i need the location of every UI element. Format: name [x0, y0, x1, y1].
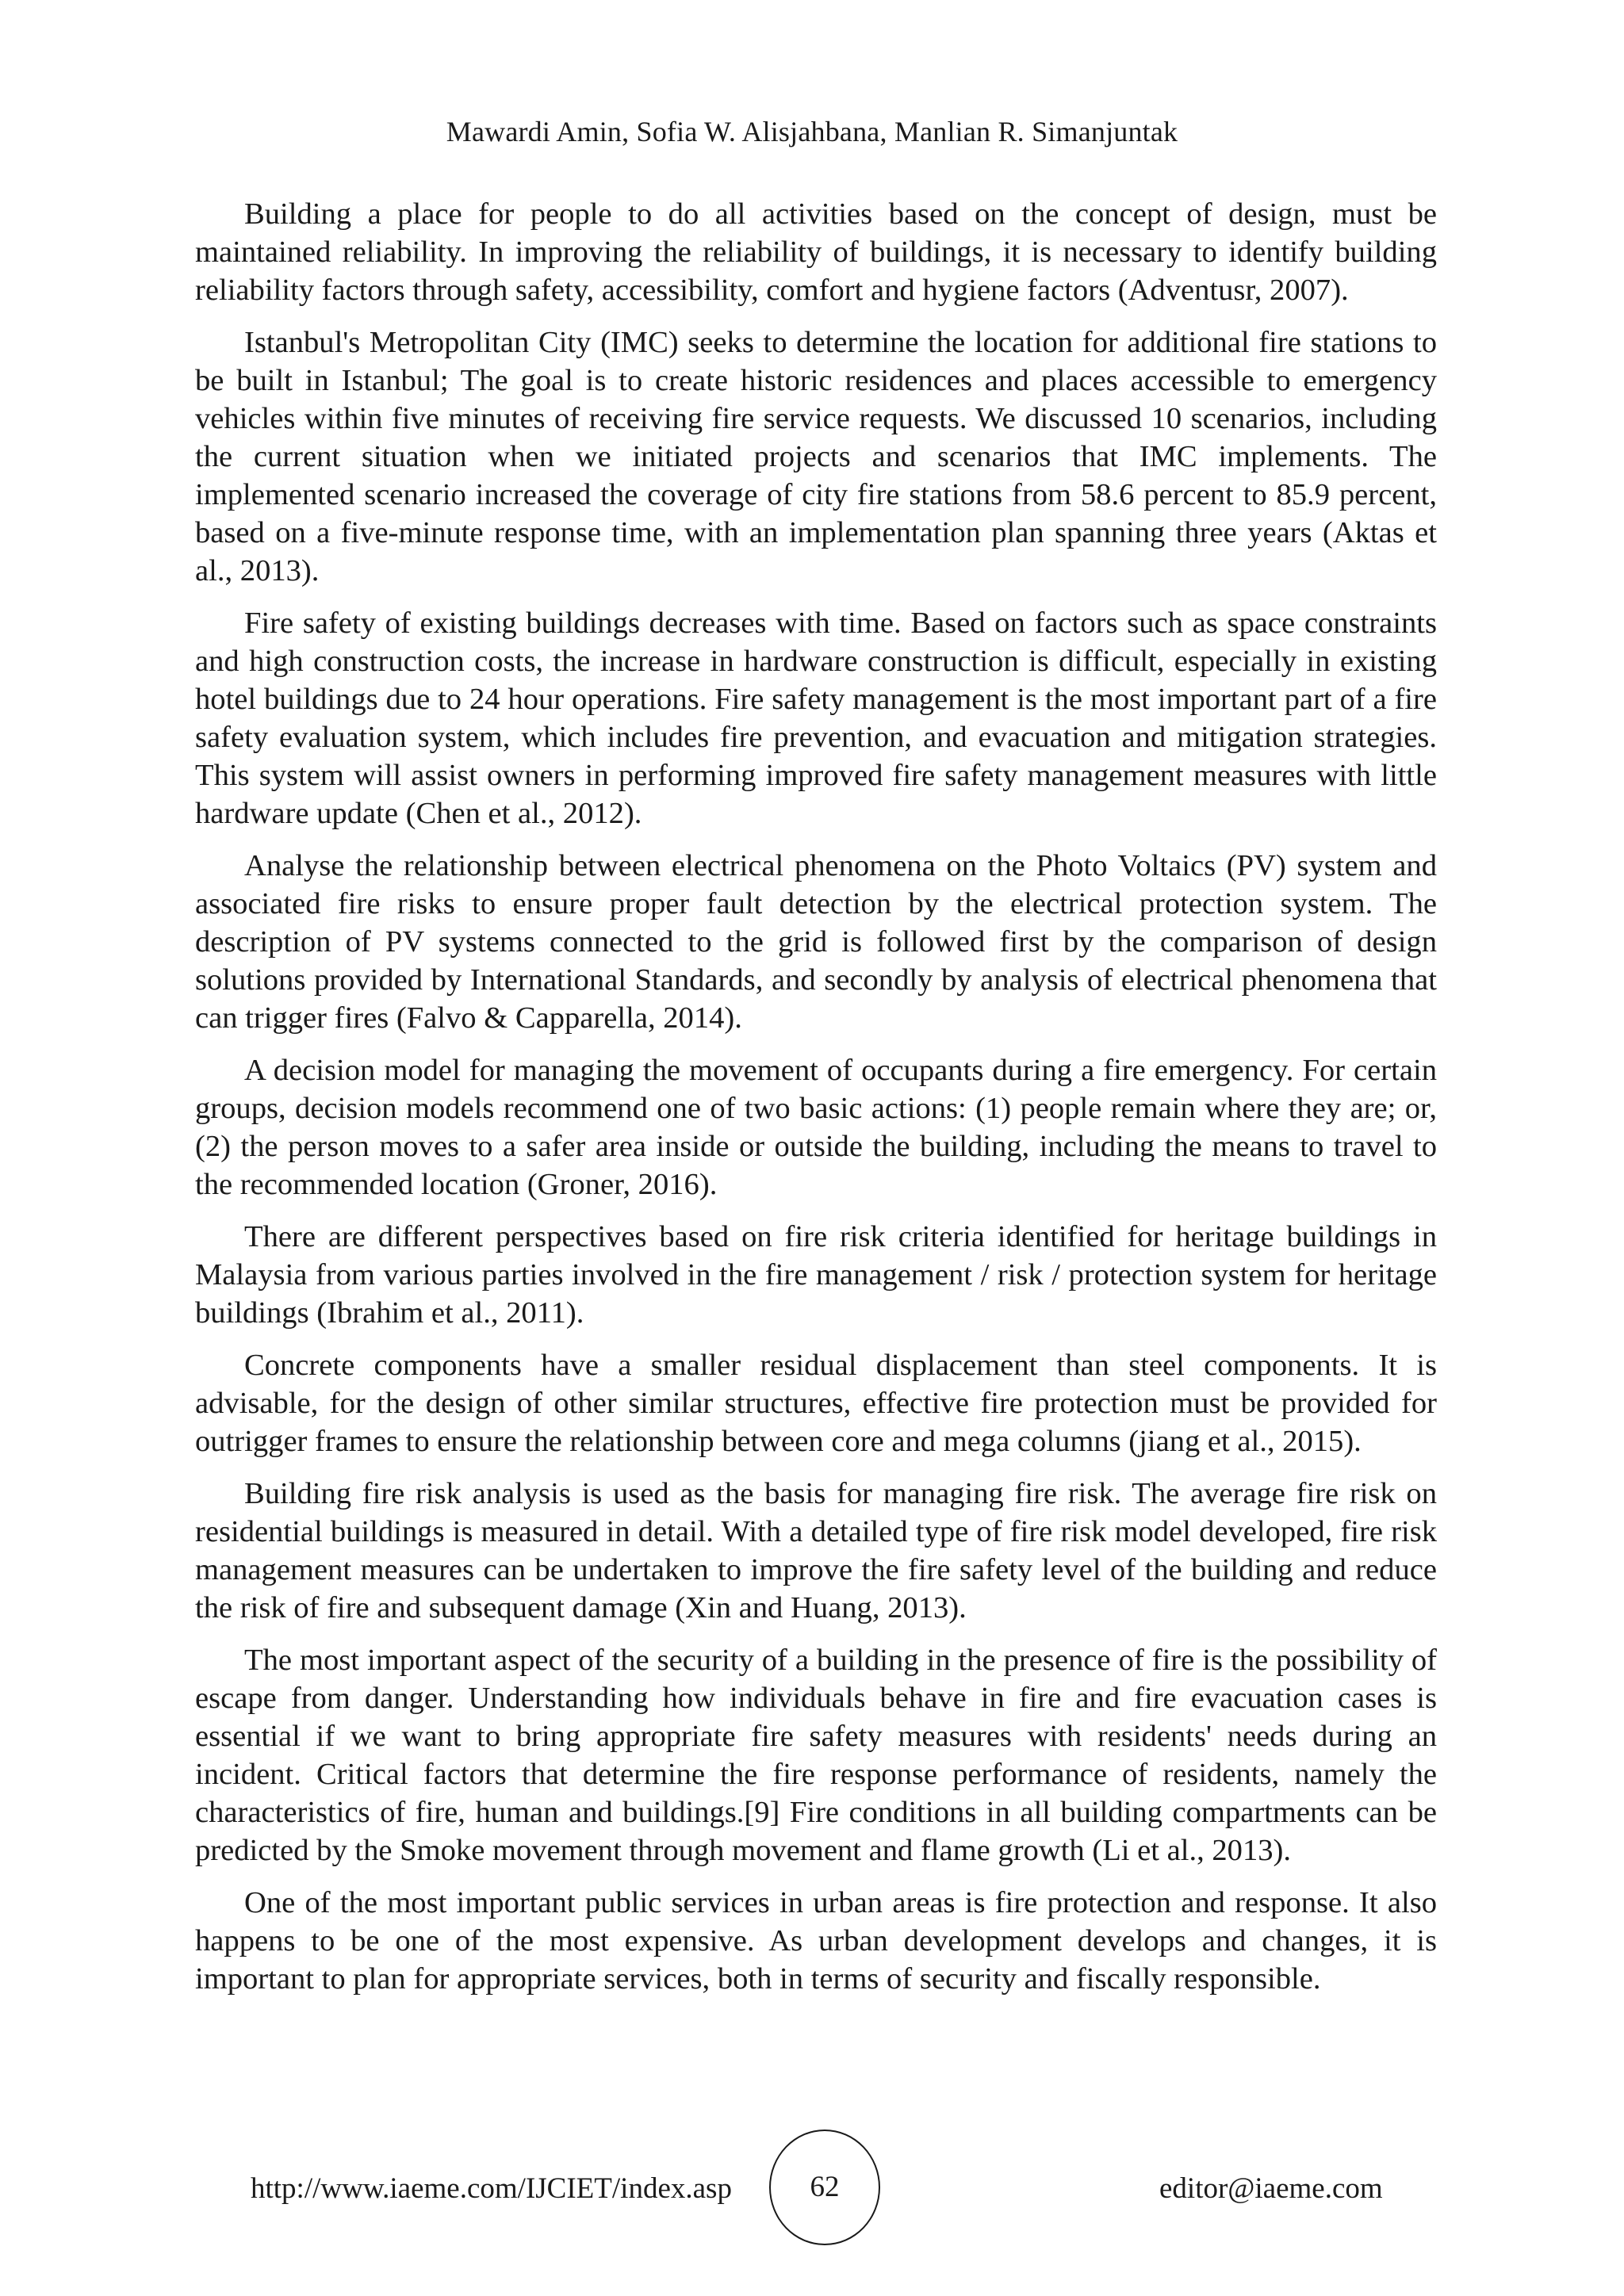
paragraph: A decision model for managing the movement of occupants during a fire emergency. For certain groups, decision models recommend one of two basic actions: (1) people remain where they are; or, (2) the person moves to a safer area inside or outside the building, including the means to travel to the recommended location (Groner, 2016). — [195, 1054, 1437, 1201]
paragraph: Building fire risk analysis is used as the basis for managing fire risk. The average fire risk on residential buildings is measured in detail. With a detailed type of fire risk model developed, fire risk management measures can be undertaken to improve the fire safety level of the building and reduce the risk of fire and subsequent damage (Xin and Huang, 2013). — [195, 1477, 1437, 1624]
paragraph: Analyse the relationship between electrical phenomena on the Photo Voltaics (PV) system and associated fire risks to ensure proper fault detection by the electrical protection system. The description of PV systems connected to the grid is followed first by the comparison of design solutions provided by International Standards, and secondly by analysis of electrical phenomena that can trigger fires (Falvo & Capparella, 2014). — [195, 849, 1437, 1035]
paragraph: Fire safety of existing buildings decreases with time. Based on factors such as space constraints and high construction costs, the increase in hardware construction is difficult, especially in existing hotel buildings due to 24 hour operations. Fire safety management is the most important part of a fire safety evaluation system, which includes fire prevention, and evacuation and mitigation strategies. This system will assist owners in performing improved fire safety management measures with little hardware update (Chen et al., 2012). — [195, 607, 1437, 830]
running-header: Mawardi Amin, Sofia W. Alisjahbana, Manlian R. Simanjuntak — [446, 116, 1178, 147]
paragraph: Building a place for people to do all activities based on the concept of design, must be maintained reliability. In improving the reliability of buildings, it is necessary to identify building reliability factors through safety, accessibility, comfort and hygiene factors (Adventusr, 2007). — [195, 197, 1437, 307]
footer-email-link[interactable]: editor@iaeme.com — [1159, 2172, 1383, 2205]
paragraph: One of the most important public services in urban areas is fire protection and response. It also happens to be one of the most expensive. As urban development develops and changes, it is important to plan for appropriate services, both in terms of security and fiscally responsible. — [195, 1886, 1437, 1996]
paragraph: Istanbul's Metropolitan City (IMC) seeks to determine the location for additional fire stations to be built in Istanbul; The goal is to create historic residences and places accessible to emergency vehicles within five minutes of receiving fire service requests. We discussed 10 scenarios, including the current situation when we initiated projects and scenarios that IMC implements. The implemented scenario increased the coverage of city fire stations from 58.6 percent to 85.9 percent, based on a five-minute response time, with an implementation plan spanning three years (Aktas et al., 2013). — [195, 326, 1437, 587]
paragraph: There are different perspectives based on fire risk criteria identified for heritage buildings in Malaysia from various parties involved in the fire management / risk / protection system for heritage buildings (Ibrahim et al., 2011). — [195, 1220, 1437, 1330]
footer-url-link[interactable]: http://www.iaeme.com/IJCIET/index.asp — [251, 2172, 732, 2205]
page-number: 62 — [810, 2171, 840, 2203]
page-number-circle — [769, 2130, 880, 2245]
body-text — [195, 195, 1437, 2012]
paragraph: The most important aspect of the security of a building in the presence of fire is the possibility of escape from danger. Understanding how individuals behave in fire and fire evacuation cases is essential if we want to bring appropriate fire safety measures with residents' needs during an incident. Critical factors that determine the fire response performance of residents, namely the characteristics of fire, human and buildings.[9] Fire conditions in all building compartments can be predicted by the Smoke movement through movement and flame growth (Li et al., 2013). — [195, 1644, 1437, 1867]
page-footer — [0, 2130, 1624, 2248]
paragraph: Concrete components have a smaller residual displacement than steel components. It is advisable, for the design of other similar structures, effective fire protection must be provided for outrigger frames to ensure the relationship between core and mega columns (jiang et al., 2015). — [195, 1349, 1437, 1458]
